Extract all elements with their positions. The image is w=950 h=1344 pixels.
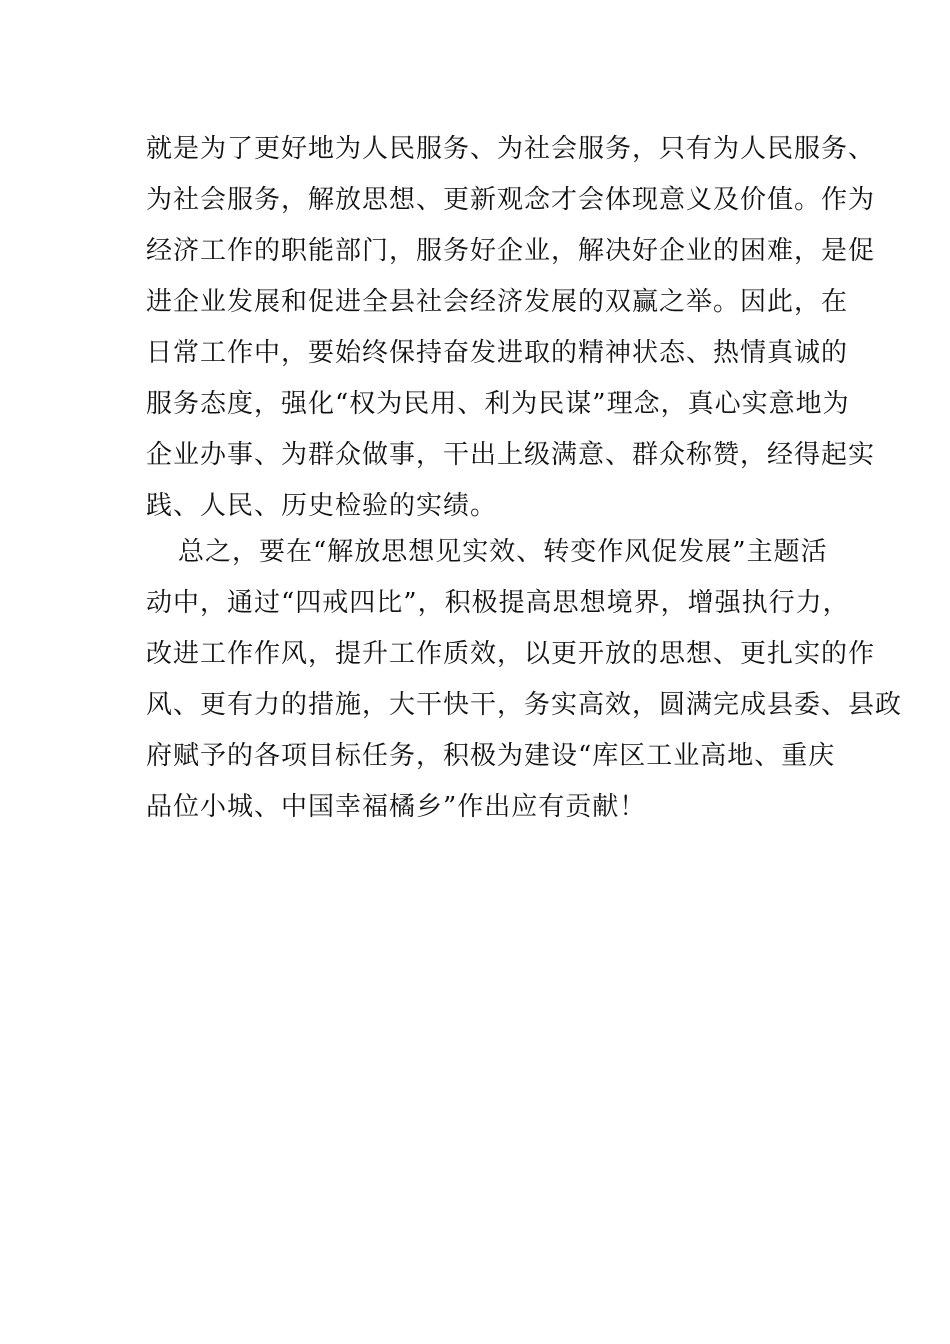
paragraph-line: 风、更有力的措施，大干快干，务实高效，圆满完成县委、县政 bbox=[146, 690, 903, 720]
paragraph-line: 企业办事、为群众做事，干出上级满意、群众称赞，经得起实 bbox=[146, 440, 876, 470]
paragraph-line: 动中，通过“四戒四比”，积极提高思想境界，增强执行力， bbox=[146, 588, 850, 618]
paragraph-line: 改进工作作风，提升工作质效，以更开放的思想、更扎实的作 bbox=[146, 639, 876, 669]
paragraph-line: 服务态度，强化“权为民用、利为民谋”理念，真心实意地为 bbox=[146, 389, 850, 419]
paragraph-2 bbox=[146, 527, 903, 833]
paragraph-line: 品位小城、中国幸福橘乡”作出应有贡献！ bbox=[146, 792, 647, 822]
paragraph-line: 就是为了更好地为人民服务、为社会服务，只有为人民服务、 bbox=[146, 134, 876, 164]
paragraph-line: 为社会服务，解放思想、更新观念才会体现意义及价值。作为 bbox=[146, 185, 876, 215]
paragraph-line: 府赋予的各项目标任务，积极为建设“库区工业高地、重庆 bbox=[146, 741, 836, 771]
paragraph-line: 总之，要在“解放思想见实效、转变作风促发展”主题活 bbox=[178, 537, 828, 567]
paragraph-line: 日常工作中，要始终保持奋发进取的精神状态、热情真诚的 bbox=[146, 338, 849, 368]
paragraph-1 bbox=[146, 124, 876, 532]
paragraph-line: 经济工作的职能部门，服务好企业，解决好企业的困难，是促 bbox=[146, 236, 876, 266]
paragraph-line: 践、人民、历史检验的实绩。 bbox=[146, 491, 498, 521]
paragraph-line: 进企业发展和促进全县社会经济发展的双赢之举。因此，在 bbox=[146, 287, 849, 317]
